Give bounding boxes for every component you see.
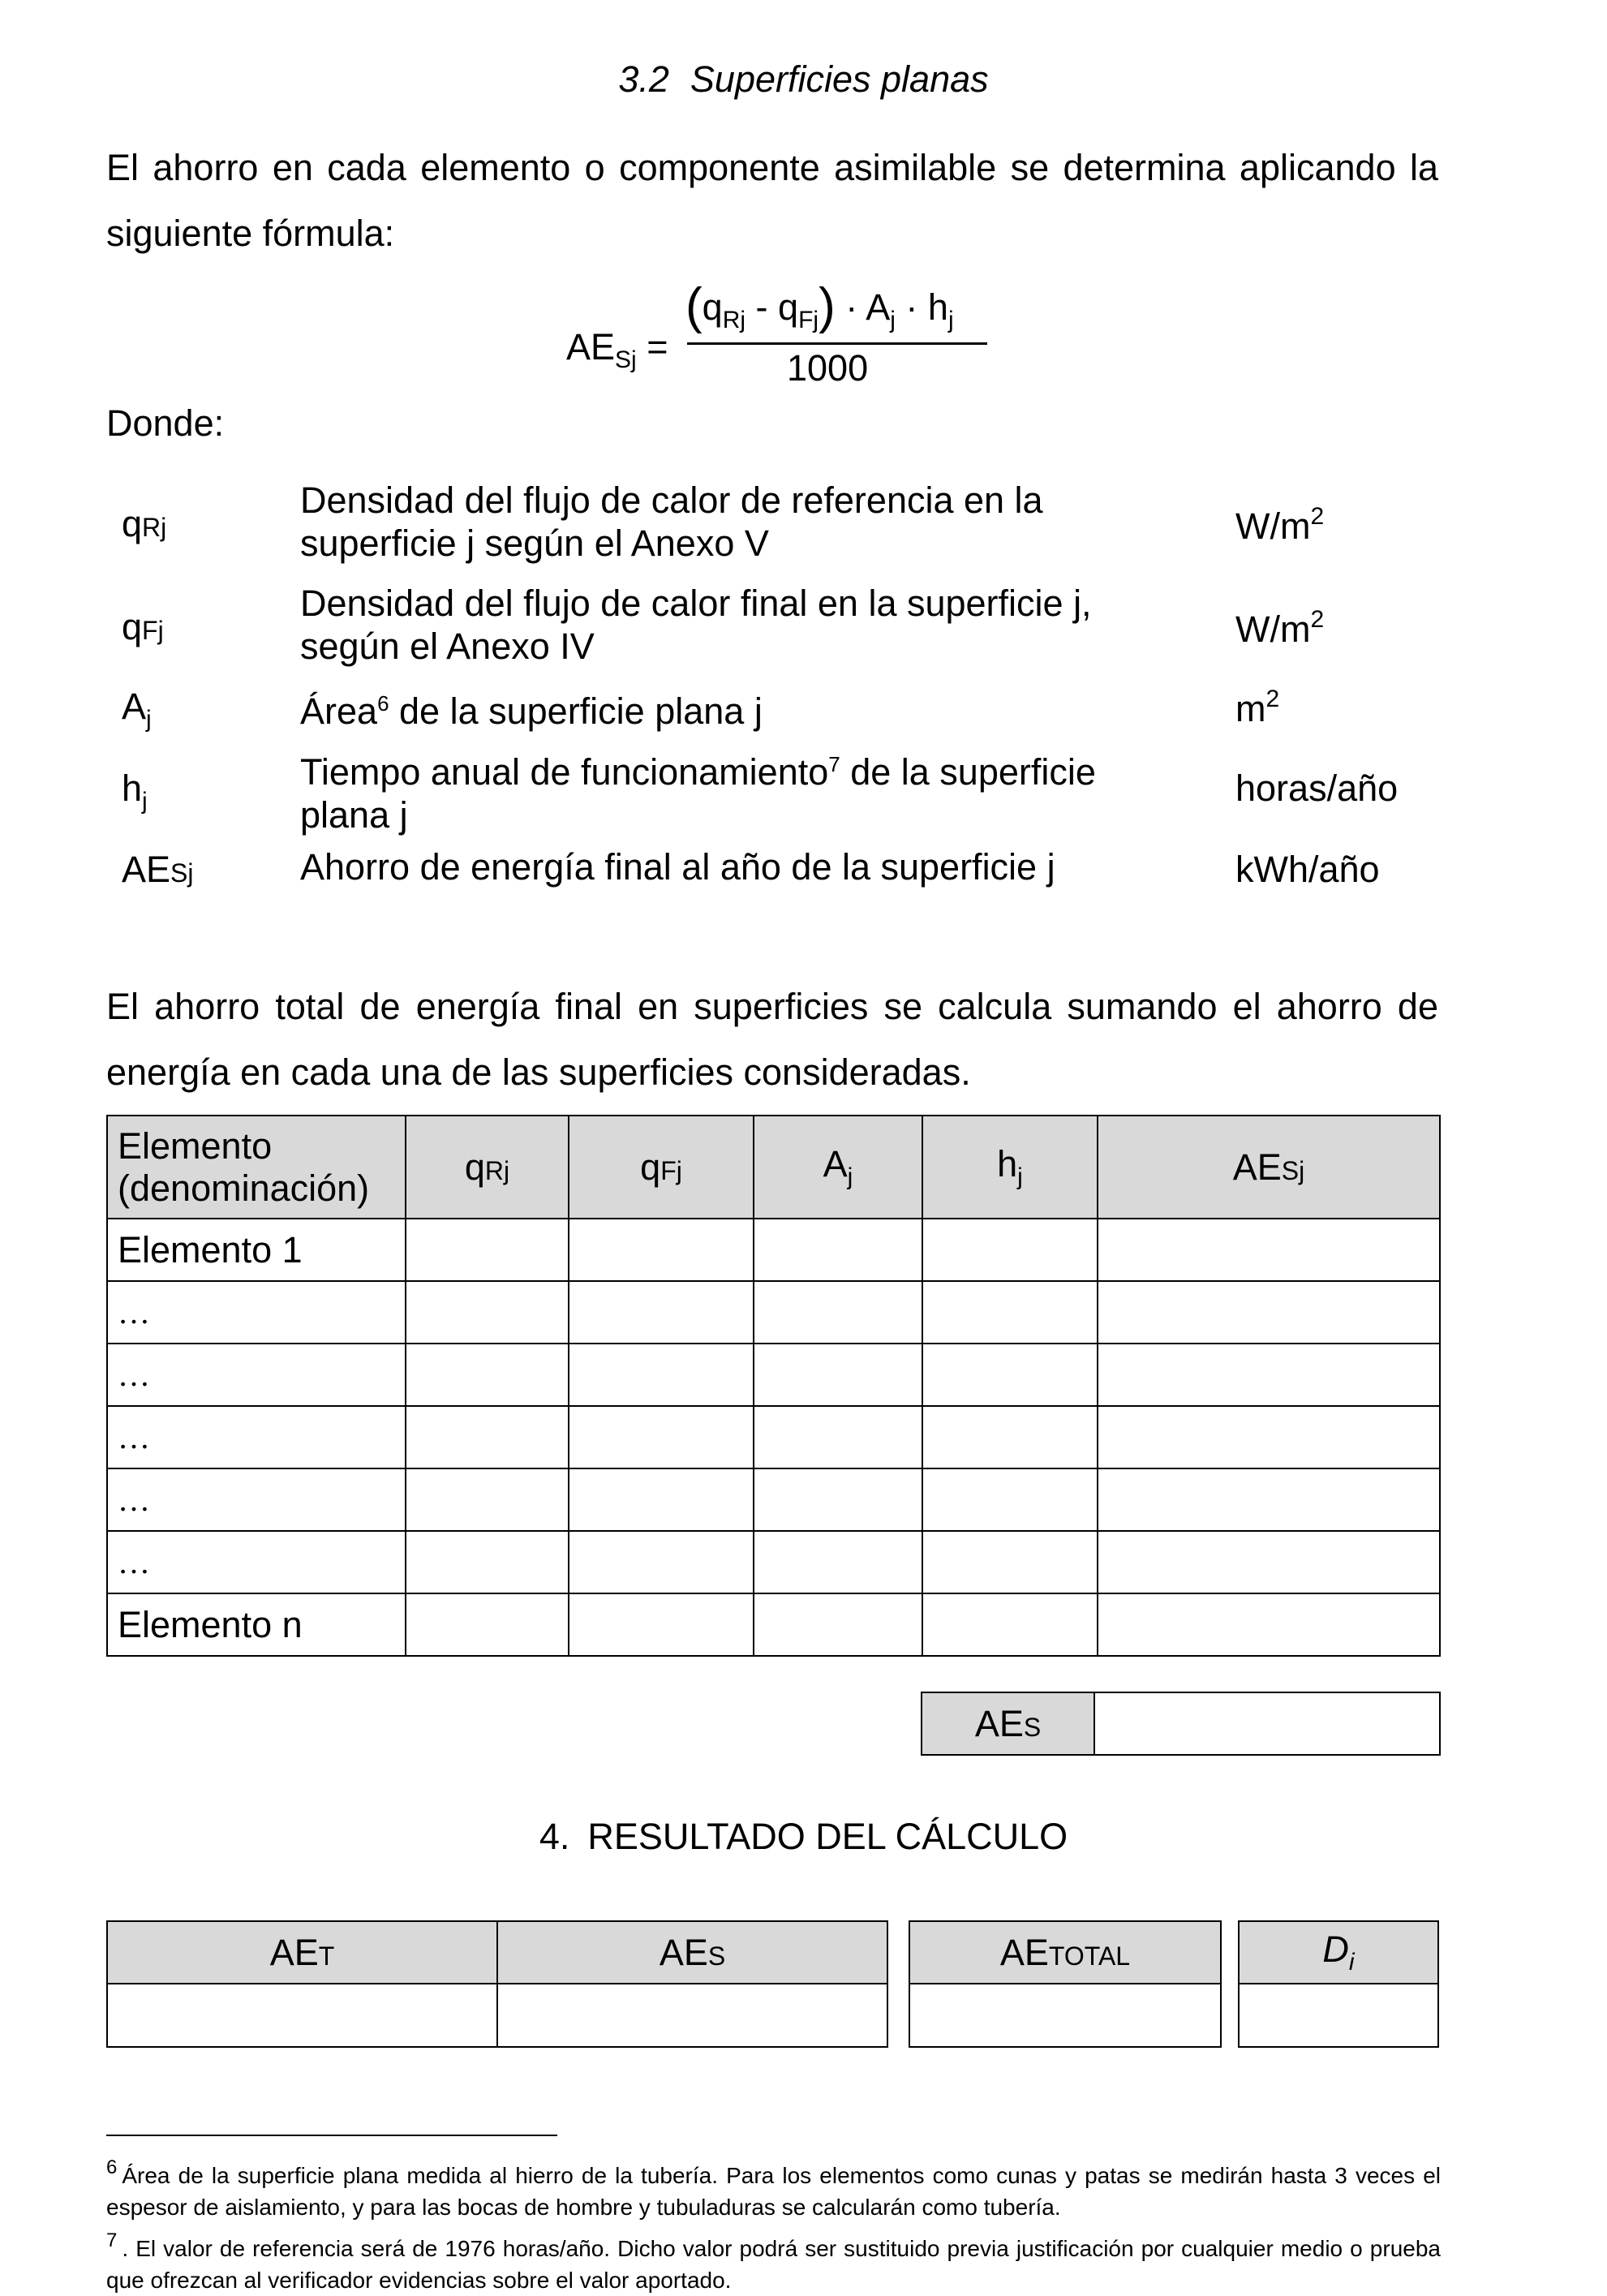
header-aj: $A_j$ bbox=[754, 1116, 922, 1219]
input-cell[interactable] bbox=[406, 1531, 569, 1593]
header-aes: AES bbox=[497, 1921, 887, 1984]
footnote-number: 7 bbox=[106, 2229, 118, 2251]
legend-description: Área$^6$ de la superficie plana j bbox=[300, 690, 763, 732]
input-cell[interactable] bbox=[754, 1344, 922, 1406]
input-cell[interactable] bbox=[406, 1219, 569, 1281]
input-cell[interactable] bbox=[569, 1593, 754, 1656]
footnote-divider bbox=[106, 2135, 557, 2136]
intro-line-1: El ahorro en cada elemento o componente asimilable se determina aplicando la bbox=[106, 147, 1438, 188]
input-cell[interactable] bbox=[1098, 1468, 1440, 1531]
di-value-cell[interactable] bbox=[1239, 1984, 1438, 2047]
legend-description: Tiempo anual de funcionamiento$^7$ de la superficie plana j bbox=[300, 751, 1096, 836]
table-row bbox=[107, 1468, 1440, 1531]
input-cell[interactable] bbox=[922, 1344, 1098, 1406]
total-paragraph bbox=[106, 974, 1438, 1105]
total-line-2: energía en cada una de las superficies consideradas. bbox=[106, 1051, 971, 1093]
input-cell[interactable] bbox=[406, 1468, 569, 1531]
formula-numerator: $(q_{Rj} - q_{Fj}) \cdot A_j \cdot h_j$ bbox=[685, 278, 954, 334]
header-aet: AET bbox=[107, 1921, 497, 1984]
legend-unit: kWh/año bbox=[1235, 849, 1380, 890]
input-cell[interactable] bbox=[754, 1281, 922, 1344]
input-cell[interactable] bbox=[1098, 1593, 1440, 1656]
input-cell[interactable] bbox=[922, 1219, 1098, 1281]
result-table-at-as bbox=[106, 1920, 888, 2048]
aetotal-value-cell[interactable] bbox=[909, 1984, 1221, 2047]
section-heading bbox=[0, 58, 1607, 101]
formula-q-f-sub: Fj bbox=[798, 307, 819, 333]
input-cell[interactable] bbox=[922, 1281, 1098, 1344]
footnote-6 bbox=[106, 2152, 1441, 2223]
input-cell[interactable] bbox=[569, 1219, 754, 1281]
formula-q-r-sub: Rj bbox=[722, 307, 746, 333]
formula-area-sub: j bbox=[890, 307, 896, 333]
input-cell[interactable] bbox=[1098, 1281, 1440, 1344]
input-cell[interactable] bbox=[922, 1468, 1098, 1531]
formula-hours: · h bbox=[895, 286, 948, 328]
legend-unit: $W/m^2$ bbox=[1235, 606, 1325, 650]
row-label: … bbox=[107, 1468, 406, 1531]
total-line-1: El ahorro total de energía final en superficies se calcula sumando el ahorro de bbox=[106, 986, 1438, 1027]
donde-label: Donde: bbox=[106, 402, 225, 444]
aes-total-table bbox=[921, 1692, 1441, 1756]
legend-unit: $m^2$ bbox=[1235, 686, 1280, 729]
legend-symbol: $h_j$ bbox=[122, 767, 148, 815]
row-label: … bbox=[107, 1344, 406, 1406]
input-cell[interactable] bbox=[1098, 1344, 1440, 1406]
formula-q-r: q bbox=[702, 286, 723, 328]
aes-total-value-cell[interactable] bbox=[1094, 1692, 1440, 1755]
row-label: Elemento 1 bbox=[107, 1219, 406, 1281]
input-cell[interactable] bbox=[569, 1344, 754, 1406]
header-aetotal: AETOTAL bbox=[909, 1921, 1221, 1984]
input-cell[interactable] bbox=[754, 1406, 922, 1468]
header-qrj: qRj bbox=[406, 1116, 569, 1219]
aes-total-label: AES bbox=[922, 1692, 1094, 1755]
input-cell[interactable] bbox=[922, 1406, 1098, 1468]
intro-line-2: siguiente fórmula: bbox=[106, 213, 395, 254]
aet-value-cell[interactable] bbox=[107, 1984, 497, 2047]
row-label: … bbox=[107, 1531, 406, 1593]
row-label: … bbox=[107, 1406, 406, 1468]
legend-symbol: AESj bbox=[122, 849, 194, 890]
table-row bbox=[107, 1281, 1440, 1344]
table-row bbox=[107, 1344, 1440, 1406]
input-cell[interactable] bbox=[569, 1406, 754, 1468]
aes-value-cell[interactable] bbox=[497, 1984, 887, 2047]
formula-hours-sub: j bbox=[947, 307, 954, 333]
formula-equals: = bbox=[647, 326, 668, 368]
legend-description: Ahorro de energía final al año de la superficie j bbox=[300, 846, 1055, 888]
result-number: 4. bbox=[539, 1816, 570, 1857]
result-title: RESULTADO DEL CÁLCULO bbox=[587, 1816, 1068, 1857]
header-aesj: AESj bbox=[1098, 1116, 1440, 1219]
formula-denominator: 1000 bbox=[787, 347, 869, 389]
input-cell[interactable] bbox=[569, 1468, 754, 1531]
formula-lhs bbox=[566, 326, 668, 374]
formula-q-f: q bbox=[778, 286, 799, 328]
formula-area: · A bbox=[835, 286, 891, 328]
footnote-text: . El valor de referencia será de 1976 horas/año. Dicho valor podrá ser sustituido previa justificación por cualquier medio o prueba que ofrezcan al verificador evidencias sobre el valor aportado. bbox=[106, 2236, 1441, 2293]
input-cell[interactable] bbox=[1098, 1406, 1440, 1468]
input-cell[interactable] bbox=[569, 1531, 754, 1593]
legend-description: Densidad del flujo de calor de referencia en la superficie j según el Anexo V bbox=[300, 479, 1043, 564]
input-cell[interactable] bbox=[406, 1344, 569, 1406]
header-di: $D_i$ bbox=[1239, 1921, 1438, 1984]
legend-description: Densidad del flujo de calor final en la superficie j, según el Anexo IV bbox=[300, 583, 1092, 667]
legend-unit: $W/m^2$ bbox=[1235, 503, 1325, 547]
result-heading bbox=[0, 1816, 1607, 1858]
savings-formula bbox=[552, 276, 990, 398]
header-qfj: qFj bbox=[569, 1116, 754, 1219]
intro-paragraph bbox=[106, 135, 1438, 266]
header-elemento: Elemento (denominación) bbox=[107, 1116, 406, 1219]
formula-lhs-main: AE bbox=[566, 326, 616, 368]
result-table-di bbox=[1238, 1920, 1439, 2048]
input-cell[interactable] bbox=[1098, 1531, 1440, 1593]
header-hj: $h_j$ bbox=[922, 1116, 1098, 1219]
table-row bbox=[107, 1406, 1440, 1468]
input-cell[interactable] bbox=[1098, 1219, 1440, 1281]
input-cell[interactable] bbox=[569, 1281, 754, 1344]
input-cell[interactable] bbox=[754, 1531, 922, 1593]
formula-lhs-sub: Sj bbox=[615, 346, 637, 373]
row-label: Elemento n bbox=[107, 1593, 406, 1656]
legend-unit: horas/año bbox=[1235, 767, 1399, 809]
input-cell[interactable] bbox=[754, 1219, 922, 1281]
legend-symbol: $A_j$ bbox=[122, 686, 152, 733]
legend-symbol: qFj bbox=[122, 606, 164, 647]
input-cell[interactable] bbox=[406, 1281, 569, 1344]
legend-symbol: qRj bbox=[122, 503, 167, 544]
elements-table bbox=[106, 1115, 1441, 1657]
fraction-bar bbox=[687, 342, 987, 345]
input-cell[interactable] bbox=[406, 1406, 569, 1468]
result-table-total bbox=[909, 1920, 1222, 2048]
section-number: 3.2 bbox=[618, 58, 669, 100]
input-cell[interactable] bbox=[754, 1593, 922, 1656]
input-cell[interactable] bbox=[922, 1593, 1098, 1656]
section-title: Superficies planas bbox=[690, 58, 989, 100]
table-row bbox=[107, 1219, 1440, 1281]
input-cell[interactable] bbox=[754, 1468, 922, 1531]
table-row bbox=[107, 1531, 1440, 1593]
input-cell[interactable] bbox=[406, 1593, 569, 1656]
footnote-text: Área de la superficie plana medida al hierro de la tubería. Para los elementos como cunas y patas se medirán hasta 3 veces el espesor de aislamiento, y para las bocas de hombre y tubuladuras se calcularán como tubería. bbox=[106, 2163, 1441, 2220]
input-cell[interactable] bbox=[922, 1531, 1098, 1593]
table-header-row bbox=[107, 1116, 1440, 1219]
formula-minus: - bbox=[745, 286, 779, 328]
row-label: … bbox=[107, 1281, 406, 1344]
footnote-7 bbox=[106, 2225, 1441, 2296]
footnote-number: 6 bbox=[106, 2156, 118, 2178]
table-row bbox=[107, 1593, 1440, 1656]
